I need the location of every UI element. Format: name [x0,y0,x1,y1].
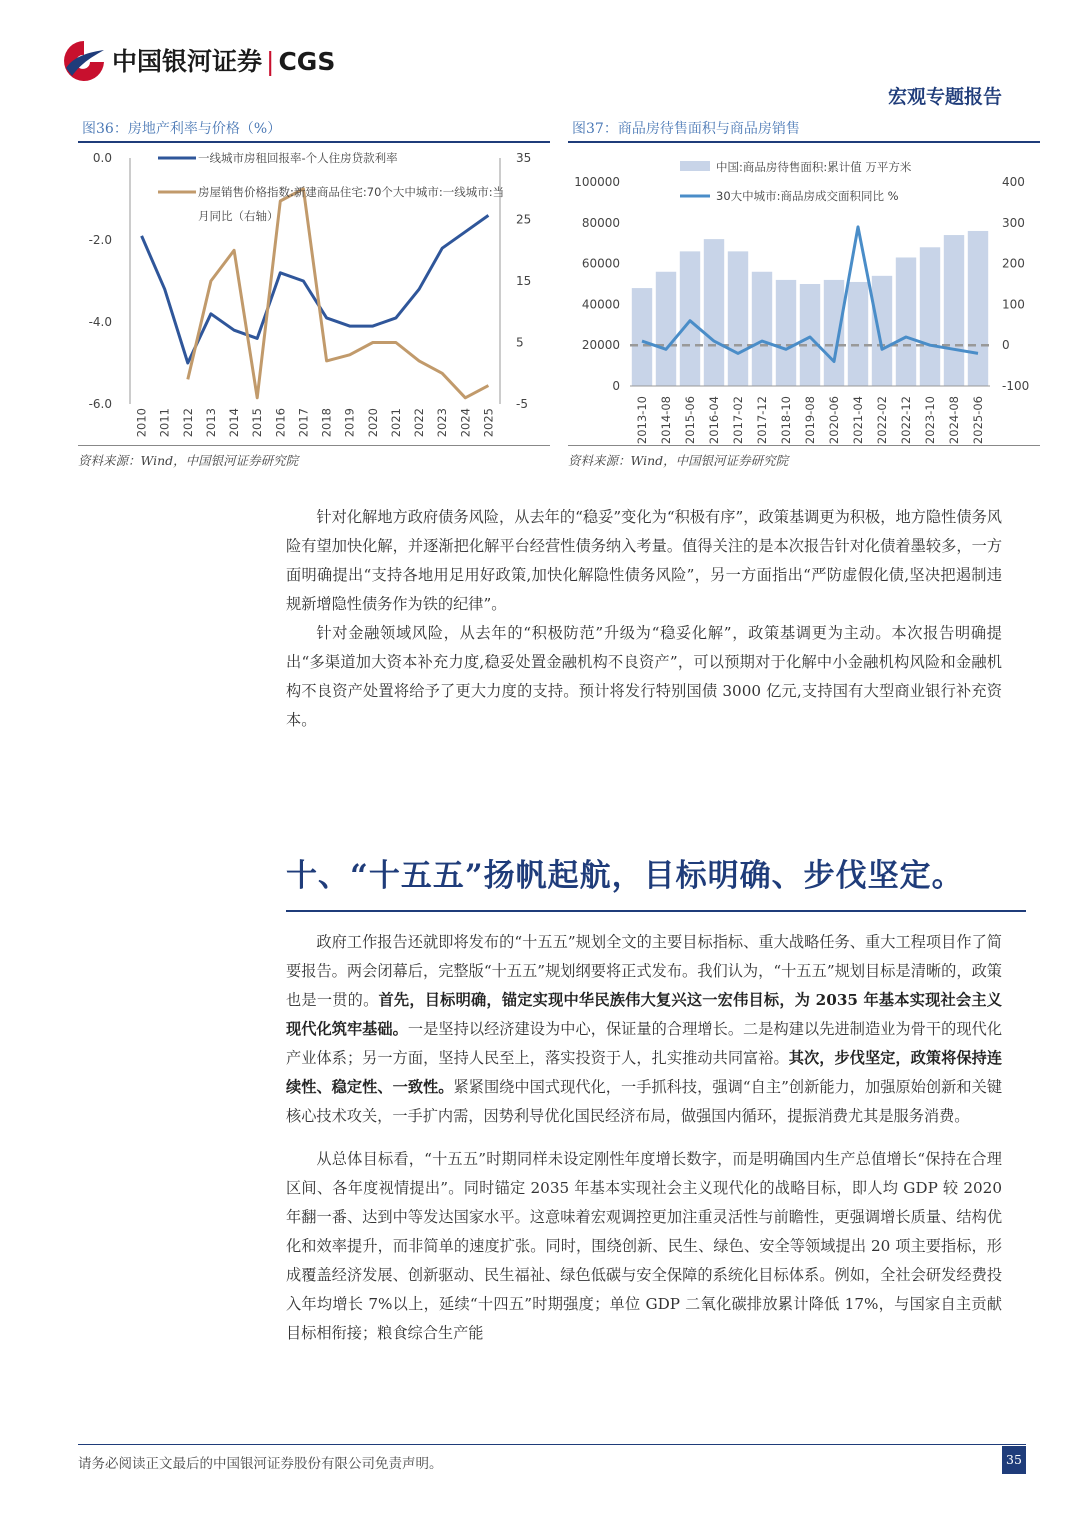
figure-37-chart [568,144,1040,444]
brand-name-en: CGS [278,47,336,76]
x-tick: 2010 [134,408,149,438]
y-tick-left: -4.0 [88,315,112,329]
bar [728,251,748,386]
x-tick: 2024-08 [947,396,961,444]
y-tick-left: 0.0 [92,151,112,165]
y-tick-left: -6.0 [88,397,112,411]
x-tick: 2020-06 [827,396,841,444]
brand-logo: 中国银河证券 | CGS [60,38,360,84]
series-line-0 [142,215,489,363]
x-tick: 2025 [481,408,496,438]
figure-36-title: 图36：房地产利率与价格（%） [82,121,282,137]
figure-37-title: 图37：商品房待售面积与商品房销售 [572,121,800,137]
figure-36-chart [78,144,550,444]
bar [968,231,988,386]
y-tick-left: 0 [612,379,620,393]
x-tick: 2017-12 [755,396,769,444]
brand-mark-icon [60,38,108,84]
y-tick-right: 300 [1002,215,1025,230]
y-tick-right: -100 [1002,379,1030,393]
figure-37-bottom-rule [568,445,1040,446]
legend-label-0: 中国:商品房待售面积:累计值 万平方米 [716,160,912,174]
x-tick: 2017-02 [731,396,745,444]
x-tick: 2018-10 [779,396,793,444]
y-tick-right: 25 [516,212,532,227]
x-tick: 2019-08 [803,396,817,444]
paragraph-local-debt: 针对化解地方政府债务风险，从去年的“稳妥”变化为“积极有序”，政策基调更为积极，地方隐性债务风险有望加快化解，并逐渐把化解平台经营性债务纳入考量。值得关注的是本次报告针对化债着墨较多，一方面明确提出“支持各地用足用好政策,加快化解隐性债务风险”，另一方面指出“严防虚假化债,坚决把遏制违规新增隐性债务作为铁的纪律”。 [286,508,1002,613]
bar [944,235,964,386]
x-tick: 2021-04 [851,396,865,444]
section-title: 十、“十五五”扬帆起航，目标明确、步伐坚定。 [286,858,964,894]
body-text-section [286,928,1002,1348]
figure-36-bottom-rule [78,445,550,446]
y-tick-right: 200 [1002,256,1025,271]
y-tick-left: 100000 [574,175,620,189]
x-tick: 2018 [319,408,334,438]
x-tick: 2023-10 [923,396,937,444]
x-tick: 2013 [203,408,218,438]
report-type: 宏观专题报告 [887,86,1002,108]
figure-36-source: 资料来源：Wind，中国银河证券研究院 [78,453,299,468]
y-tick-right: 35 [516,151,532,165]
paragraph-financial-risk: 针对金融领域风险，从去年的“积极防范”升级为“稳妥化解”，政策基调更为主动。本次报告明确提出“多渠道加大资本补充力度,稳妥处置金融机构不良资产”，可以预期对于化解中小金融机构风险和金融机构不良资产处置将给予了更大力度的支持。预计将发行特别国债 3000 亿元,支持国有大型商业银行补充资本。 [286,624,1002,729]
bar [920,247,940,386]
bar [896,257,916,386]
footer-rule [78,1444,1026,1445]
bar [776,280,796,386]
y-tick-left: 20000 [581,338,620,353]
legend-swatch-0 [680,161,710,171]
y-tick-right: 15 [516,274,532,288]
y-tick-left: -2.0 [88,233,112,247]
bar [752,272,772,386]
emphasis-first: 首先，目标明确，锚定实现中华民族伟大复兴这一宏伟目标，为 2035 年基本实现社会主义现代化筑牢基础。 [286,991,1002,1038]
x-tick: 2016 [273,408,288,438]
bar [656,272,676,386]
x-tick: 2017 [296,408,311,438]
x-tick: 2014 [227,408,242,438]
y-tick-left: 80000 [581,215,620,230]
body-text-top [286,503,1002,735]
bar [800,284,820,386]
x-tick: 2019 [342,408,357,438]
x-tick: 2014-08 [659,396,673,444]
footer-disclaimer: 请务必阅读正文最后的中国银河证券股份有限公司免责声明。 [78,1456,443,1472]
legend-label-0: 一线城市房租回报率-个人住房贷款利率 [198,151,398,165]
paragraph-plan-overview: 政府工作报告还就即将发布的“十五五”规划全文的主要目标指标、重大战略任务、重大工程项目作了简要报告。两会闭幕后，完整版“十五五”规划纲要将正式发布。我们认为，“十五五”规划目标是清晰的，政策也是一贯的。首先，目标明确，锚定实现中华民族伟大复兴这一宏伟目标，为 2035 年基本实现社会主义现代化筑牢基础。一是坚持以经济建设为中心，保证量的合理增长。二是构建以先进制造业为骨干的现代化产业体系；另一方面，坚持人民至上，落实投资于人，扎实推动共同富裕。其次，步伐坚定，政策将保持连续性、稳定性、一致性。紧紧围绕中国式现代化，一手抓科技，强调“自主”创新能力，加强原始创新和关键核心技术攻关，一手扩内需，因势利导优化国民经济布局，做强国内循环，提振消费尤其是服务消费。 [286,933,1003,1125]
x-tick: 2022-12 [899,396,913,444]
y-tick-right: -5 [516,397,528,411]
x-tick: 2015 [250,408,265,438]
figure-37-top-rule [568,141,1040,143]
x-tick: 2020 [365,408,380,438]
x-tick: 2013-10 [635,396,649,444]
y-tick-right: 100 [1002,297,1025,312]
bar [824,280,844,386]
y-tick-right: 400 [1002,175,1025,189]
x-tick: 2021 [388,408,403,438]
x-tick: 2023 [435,408,450,438]
y-tick-left: 60000 [581,256,620,271]
x-tick: 2016-04 [707,396,721,444]
legend-label-1: 30大中城市:商品房成交面积同比 % [716,189,899,203]
y-tick-right: 0 [1002,338,1010,353]
page-number: 35 [1002,1446,1026,1474]
bar [680,251,700,386]
y-tick-left: 40000 [581,297,620,312]
paragraph-overall-goals: 从总体目标看，“十五五”时期同样未设定刚性年度增长数字，而是明确国内生产总值增长“保持在合理区间、各年度视情提出”。同时锚定 2035 年基本实现社会主义现代化的战略目标，即人均 GDP 较 2020 年翻一番、达到中等发达国家水平。这意味着宏观调控更加注重灵活性与前瞻性，更强调增长质量、结构优化和效率提升，而非简单的速度扩张。同时，围绕创新、民生、绿色、安全等领域提出 20 项主要指标，形成覆盖经济发展、创新驱动、民生福祉、绿色低碳与安全保障的系统化目标体系。例如，全社会研发经费投入年均增长 7%以上，延续“十四五”时期强度；单位 GDP 二氧化碳排放累计降低 17%，与国家自主贡献目标相衔接；粮食综合生产能 [286,1150,1002,1342]
x-tick: 2012 [180,408,195,438]
bar [872,276,892,386]
x-tick: 2022 [412,408,427,438]
emphasis-second: 其次，步伐坚定，政策将保持连续性、稳定性、一致性。 [286,1049,1003,1096]
section-rule [286,910,1026,912]
bar [704,239,724,386]
figure-36-top-rule [78,141,550,143]
y-tick-right: 5 [516,335,524,350]
bar [848,282,868,386]
x-tick: 2025-06 [971,396,985,444]
legend-label-1b: 月同比（右轴） [198,209,279,223]
x-tick: 2015-06 [683,396,697,444]
legend-label-1: 房屋销售价格指数:新建商品住宅:70个大中城市:一线城市:当 [198,185,505,199]
brand-name-cn: 中国银河证券 [112,47,263,76]
bar [632,288,652,386]
figure-37-source: 资料来源：Wind，中国银河证券研究院 [568,453,789,468]
x-tick: 2011 [157,408,172,438]
x-tick: 2024 [458,408,473,438]
x-tick: 2022-02 [875,396,889,444]
